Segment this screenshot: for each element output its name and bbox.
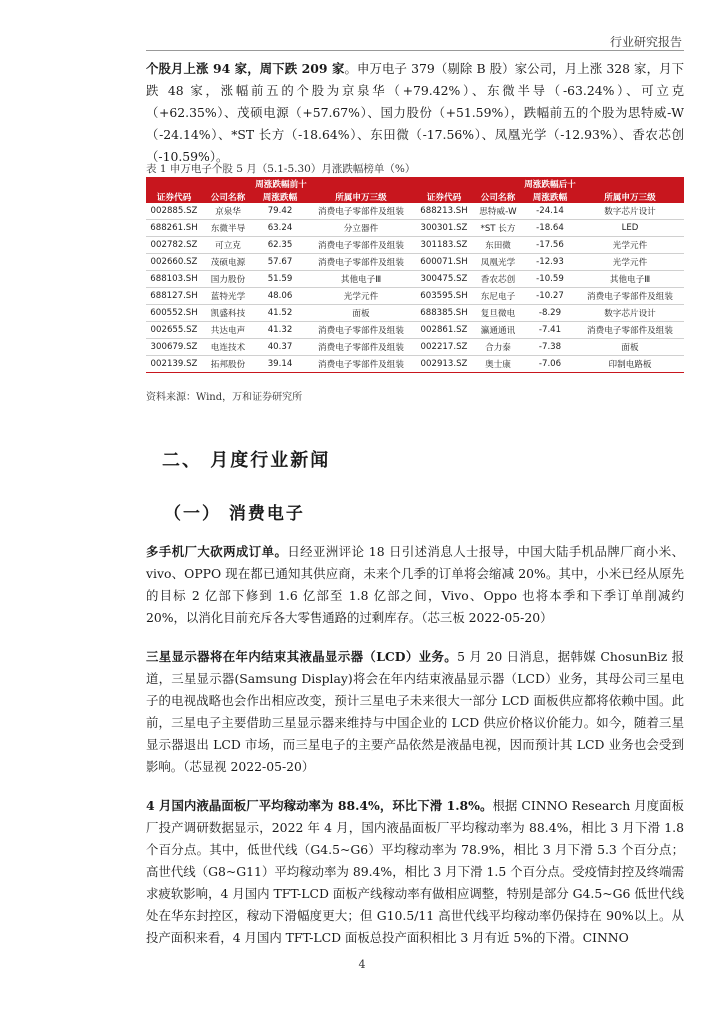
table-cell: 奥士康 [472,356,524,373]
news-2-bold: 三星显示器将在年内结束其液晶显示器（LCD）业务。 [146,649,458,664]
table-cell: 共达电声 [202,322,254,339]
section-title: 二、 月度行业新闻 [162,450,331,471]
table-row [146,271,684,288]
table-cell: 消费电子零部件及组装 [306,254,416,271]
news-1-text: 日经亚洲评论 18 日引述消息人士报导，中国大陆手机品牌厂商小米、vivo、OPPO 现在都已通知其供应商，未来个几季的订单将会缩减 20%。其中，小米已经从原先的目标 2 亿部下修到 1.6 亿部至 1.8 亿部之间，Vivo、Oppo 也将本季和下季订单削减约 20%，以消化目前充斥各大零售通路的过剩库存。（芯三板 2022-05-20） [146,544,684,625]
report-header: 行业研究报告 [609,35,682,49]
table-cell: 消费电子零部件及组装 [306,339,416,356]
table-row [146,305,684,322]
table-cell: LED [576,220,684,237]
table-row [146,220,684,237]
table-cell: 消费电子零部件及组装 [306,356,416,373]
column-header: 周涨跌幅 [254,190,306,203]
table-cell: 48.06 [254,288,306,305]
table-cell: 603595.SH [416,288,472,305]
rank-table [146,177,684,373]
news-paragraph-2 [146,646,684,778]
table-cell: 002217.SZ [416,339,472,356]
table-row [146,237,684,254]
table-column-header [146,190,684,203]
intro-paragraph [146,58,684,168]
table-cell: 合力泰 [472,339,524,356]
news-2-text: 5 月 20 日消息，据韩媒 ChosunBiz 报道，三星显示器(Samsung Display)将会在年内结束液晶显示器（LCD）业务，其母公司三星电子的电视战略也会作出相应改变，预计三星电子未来很大一部分 LCD 面板供应都将依赖中国。此前，三星电子主要借助三星显示器来维持与中国企业的 LCD 供应价格议价能力。如今，随着三星显示器退出 LCD 市场，而三星电子的主要产品依然是液晶电视，因而预计其 LCD 业务也会受到影响。（芯显视 2022-05-20） [146,649,684,774]
news-3-bold: 4 月国内液晶面板厂平均稼动率为 88.4%，环比下滑 1.8%。 [146,798,493,813]
table-row [146,356,684,373]
news-paragraph-1 [146,541,684,629]
table-cell: -12.93 [524,254,576,271]
table-cell: 瀛通通讯 [472,322,524,339]
table-cell: 002861.SZ [416,322,472,339]
column-header: 所属申万三级 [576,190,684,203]
column-header: 公司名称 [202,190,254,203]
table-cell: 光学元件 [576,237,684,254]
column-header: 所属申万三级 [306,190,416,203]
table-cell: -7.38 [524,339,576,356]
table-cell: 可立克 [202,237,254,254]
table-cell: 41.32 [254,322,306,339]
table-cell: 凤凰光学 [472,254,524,271]
table-cell: -17.56 [524,237,576,254]
header-divider [146,50,684,51]
table-cell: 消费电子零部件及组装 [306,203,416,220]
table-cell: 002655.SZ [146,322,202,339]
table-cell: 300301.SZ [416,220,472,237]
table-cell: 东尼电子 [472,288,524,305]
table-cell: 79.42 [254,203,306,220]
table-row [146,322,684,339]
table-cell: 62.35 [254,237,306,254]
table-group-header [146,177,684,190]
table-cell: 其他电子Ⅲ [576,271,684,288]
table-cell: 39.14 [254,356,306,373]
column-header: 证券代码 [146,190,202,203]
news-3-text: 根据 CINNO Research 月度面板厂投产调研数据显示，2022 年 4 月，国内液晶面板厂平均稼动率为 88.4%，相比 3 月下滑 1.8 个百分点。其中，低世代线（G4.5~G6）平均稼动率为 78.9%，相比 3 月下滑 5.3 个百分点；高世代线（G8~G11）平均稼动率为 89.4%，相比 3 月下滑 1.5 个百分点。受疫情封控及终端需求疲软影响，4 月国内 TFT-LCD 面板产线稼动率有做相应调整，特别是部分 G4.5~G6 低世代线处在华东封控区，稼动下滑幅度更大；但 G10.5/11 高世代线平均稼动率仍保持在 90%以上。从投产面积来看，4 月国内 TFT-LCD 面板总投产面积相比 3 月有近 5%的下滑。CINNO [146,798,684,945]
table-cell: 光学元件 [306,288,416,305]
table-cell: *ST 长方 [472,220,524,237]
table-cell: 蓝特光学 [202,288,254,305]
table-cell: 电连技术 [202,339,254,356]
table-cell: 688103.SH [146,271,202,288]
column-header: 周涨跌幅 [524,190,576,203]
table-cell: -7.41 [524,322,576,339]
news-1-bold: 多手机厂大砍两成订单。 [146,544,288,559]
table-cell: 002885.SZ [146,203,202,220]
group-top-ten: 周涨跌幅前十 [146,177,416,190]
table-cell: 消费电子零部件及组装 [576,288,684,305]
table-cell: 002139.SZ [146,356,202,373]
table-cell: 688385.SH [416,305,472,322]
table-cell: 688213.SH [416,203,472,220]
subsection-title: （一） 消费电子 [164,504,305,524]
table-row [146,254,684,271]
table-cell: 光学元件 [576,254,684,271]
table-cell: 600071.SH [416,254,472,271]
table-body [146,203,684,373]
table-cell: 京泉华 [202,203,254,220]
table-cell: 40.37 [254,339,306,356]
table-row [146,288,684,305]
news-paragraph-3 [146,795,684,949]
column-header: 公司名称 [472,190,524,203]
column-header: 证券代码 [416,190,472,203]
table-cell: -10.59 [524,271,576,288]
table-cell: 002782.SZ [146,237,202,254]
table-row [146,339,684,356]
table-cell: 东田微 [472,237,524,254]
table-cell: 300679.SZ [146,339,202,356]
table-cell: 51.59 [254,271,306,288]
table-cell: 拓邦股份 [202,356,254,373]
table-cell: 消费电子零部件及组装 [576,322,684,339]
table-cell: -8.29 [524,305,576,322]
table-cell: 印制电路板 [576,356,684,373]
table-cell: 600552.SH [146,305,202,322]
table-cell: 面板 [306,305,416,322]
table-cell: 41.52 [254,305,306,322]
table-caption: 表 1 申万电子个股 5 月（5.1-5.30）月涨跌幅榜单（%） [146,163,416,175]
table-cell: 凯盛科技 [202,305,254,322]
table-cell: 688261.SH [146,220,202,237]
table-cell: 688127.SH [146,288,202,305]
page-number: 4 [358,958,366,971]
table-source: 资料来源：Wind，万和证券研究所 [146,392,303,403]
table-cell: 63.24 [254,220,306,237]
table-cell: -10.27 [524,288,576,305]
group-bottom-ten: 周涨跌幅后十 [416,177,684,190]
table-cell: 其他电子Ⅲ [306,271,416,288]
table-cell: -24.14 [524,203,576,220]
table-cell: 东微半导 [202,220,254,237]
intro-bold: 个股月上涨 94 家，周下跌 209 家 [146,61,345,76]
table-cell: 数字芯片设计 [576,305,684,322]
table-cell: -7.06 [524,356,576,373]
table-cell: 国力股份 [202,271,254,288]
table-cell: 消费电子零部件及组装 [306,322,416,339]
table-cell: 消费电子零部件及组装 [306,237,416,254]
table-cell: 复旦微电 [472,305,524,322]
table-cell: 香农芯创 [472,271,524,288]
table-cell: 57.67 [254,254,306,271]
table-row [146,203,684,220]
intro-text: 。申万电子 379（剔除 B 股）家公司，月上涨 328 家，月下跌 48 家，涨幅前五的个股为京泉华（+79.42%）、东微半导（-63.24%）、可立克（+62.35%）、茂硕电源（+57.67%）、国力股份（+51.59%），跌幅前五的个股为思特威-W（-24.14%）、*ST 长方（-18.64%）、东田微（-17.56%）、凤凰光学（-12.93%）、香农芯创（-10.59%）。 [146,61,684,164]
table-cell: -18.64 [524,220,576,237]
table-cell: 002913.SZ [416,356,472,373]
table-cell: 面板 [576,339,684,356]
table-cell: 300475.SZ [416,271,472,288]
table-cell: 002660.SZ [146,254,202,271]
table-cell: 分立器件 [306,220,416,237]
table-cell: 数字芯片设计 [576,203,684,220]
table-cell: 茂硕电源 [202,254,254,271]
table-cell: 思特威-W [472,203,524,220]
table-cell: 301183.SZ [416,237,472,254]
